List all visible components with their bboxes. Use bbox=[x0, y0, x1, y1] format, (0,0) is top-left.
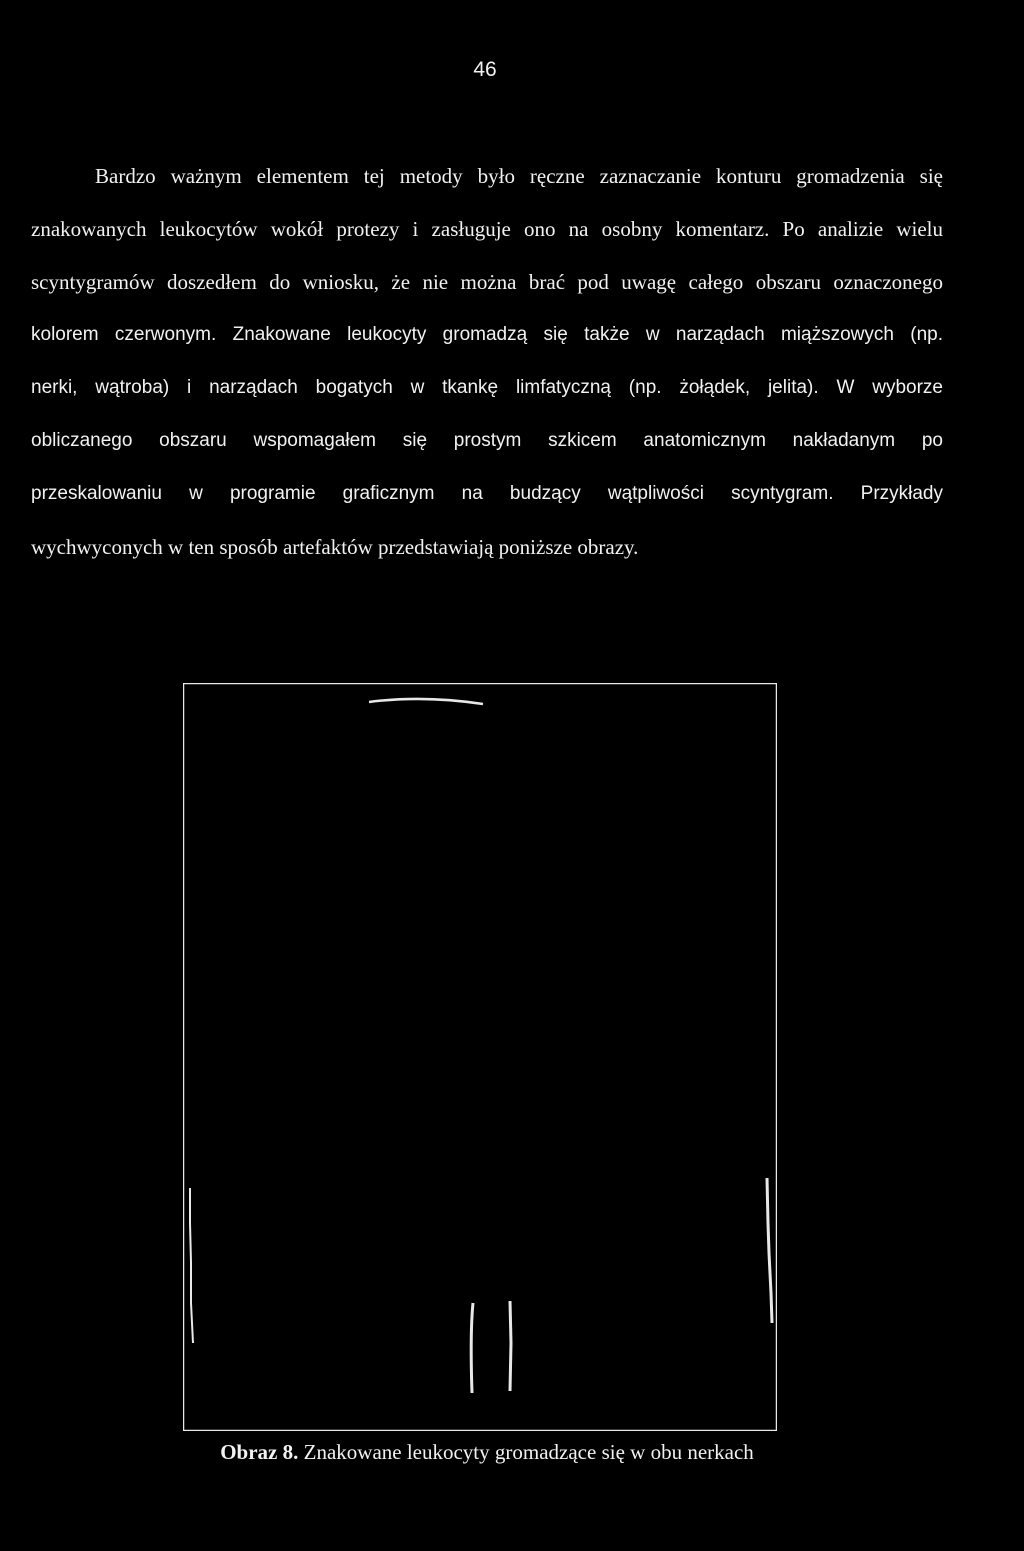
paragraph-line: Bardzo ważnym elementem tej metody było ręczne zaznaczanie konturu gromadzenia się bbox=[95, 164, 943, 188]
page-number: 46 bbox=[473, 58, 497, 81]
paragraph-line: wychwyconych w ten sposób artefaktów przedstawiają poniższe obrazy. bbox=[31, 535, 639, 559]
scintigram-figure bbox=[183, 683, 777, 1431]
figure-border bbox=[184, 684, 777, 1431]
body-paragraph bbox=[31, 156, 943, 580]
paragraph-line: kolorem czerwonym. Znakowane leukocyty gromadzą się także w narządach miąższowych (np. bbox=[31, 324, 943, 345]
caption-text: Znakowane leukocyty gromadzące się w obu nerkach bbox=[298, 1440, 754, 1464]
paragraph-line: scyntygramów doszedłem do wniosku, że nie można brać pod uwagę całego obszaru oznaczonego bbox=[31, 270, 943, 294]
figure-caption bbox=[0, 1440, 1024, 1465]
paragraph-line: obliczanego obszaru wspomagałem się prostym szkicem anatomicznym nakładanym po bbox=[31, 430, 943, 451]
caption-label: Obraz 8. bbox=[220, 1440, 299, 1464]
paragraph-line: nerki, wątroba) i narządach bogatych w tkankę limfatyczną (np. żołądek, jelita). W wyborze bbox=[31, 377, 943, 398]
paragraph-line: znakowanych leukocytów wokół protezy i zasługuje ono na osobny komentarz. Po analizie wielu bbox=[31, 217, 943, 241]
scintigram-image bbox=[183, 683, 777, 1431]
right-leg-contour-mark bbox=[510, 1301, 511, 1391]
paragraph-line: przeskalowaniu w programie graficznym na budzący wątpliwości scyntygram. Przykłady bbox=[31, 483, 943, 504]
